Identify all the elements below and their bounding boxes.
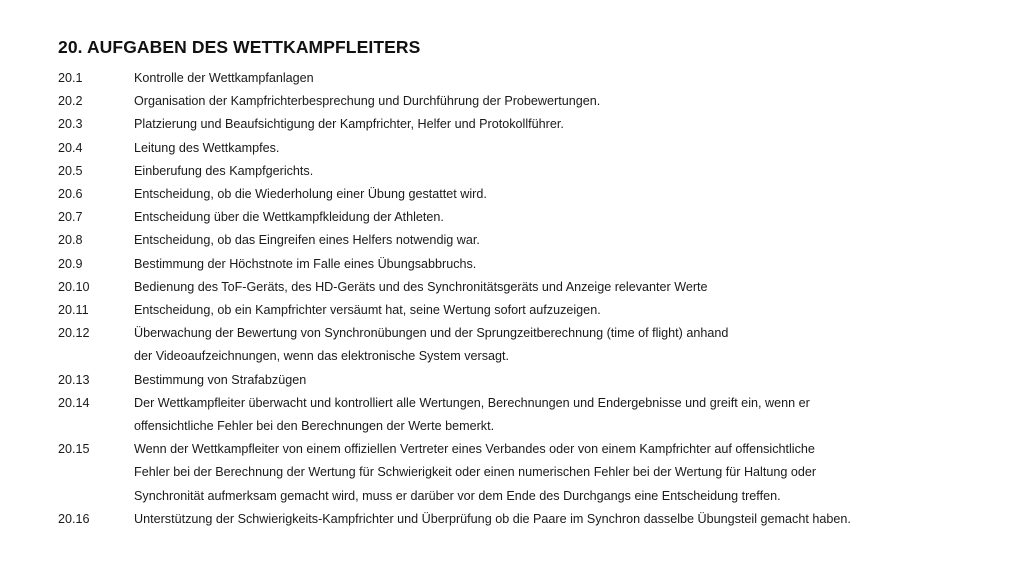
item-text-line: Der Wettkampfleiter überwacht und kontrolliert alle Wertungen, Berechnungen und Endergebnisse und greift ein, wenn er	[134, 395, 810, 410]
item-number: 20.2	[58, 94, 83, 109]
item-text	[134, 438, 998, 508]
list-item	[58, 438, 998, 508]
item-text-line: Kontrolle der Wettkampfanlagen	[134, 71, 314, 85]
item-text-line: Leitung des Wettkampfes.	[134, 140, 280, 155]
item-text-line: Einberufung des Kampfgerichts.	[134, 163, 314, 178]
item-text-line: Entscheidung, ob das Eingreifen eines Helfers notwendig war.	[134, 233, 480, 248]
item-text	[134, 137, 998, 160]
item-text-line: Entscheidung, ob die Wiederholung einer Übung gestattet wird.	[134, 187, 487, 202]
item-number: 20.3	[58, 117, 83, 132]
list-item	[58, 137, 998, 160]
item-text-line: Entscheidung über die Wettkampfkleidung der Athleten.	[134, 210, 444, 225]
list-item	[58, 299, 998, 322]
item-text-line: der Videoaufzeichnungen, wenn das elektronische System versagt.	[134, 349, 510, 364]
item-number: 20.9	[58, 256, 83, 271]
item-text-line: Bestimmung von Strafabzügen	[134, 372, 307, 387]
item-number: 20.1	[58, 71, 83, 85]
item-text-line: Platzierung und Beaufsichtigung der Kampfrichter, Helfer und Protokollführer.	[134, 117, 564, 132]
item-number: 20.5	[58, 163, 83, 178]
item-number: 20.4	[58, 140, 83, 155]
item-text-line: Unterstützung der Schwierigkeits-Kampfrichter und Überprüfung ob die Paare im Synchron dasselbe Übungsteil gemacht haben.	[134, 511, 851, 526]
list-item	[58, 183, 998, 206]
list-item	[58, 206, 998, 229]
item-text	[134, 276, 998, 299]
item-text	[134, 229, 998, 252]
item-text	[134, 369, 998, 392]
item-number: 20.6	[58, 187, 83, 202]
item-text-line: Fehler bei der Berechnung der Wertung für Schwierigkeit oder einen numerischen Fehler bei der Wertung für Haltung oder	[134, 465, 817, 480]
item-text-line: Wenn der Wettkampfleiter von einem offiziellen Vertreter eines Verbandes oder von einem Kampfrichter auf offensichtliche	[134, 442, 815, 457]
list-item	[58, 67, 998, 90]
item-number: 20.13	[58, 372, 90, 387]
item-text-line: Synchronität aufmerksam gemacht wird, muss er darüber vor dem Ende des Durchgangs eine Entscheidung treffen.	[134, 488, 781, 503]
item-text-line: Bestimmung der Höchstnote im Falle eines Übungsabbruchs.	[134, 256, 477, 271]
item-number: 20.14	[58, 395, 90, 410]
item-text	[134, 206, 998, 229]
list-item	[58, 160, 998, 183]
item-number: 20.7	[58, 210, 83, 225]
slide-content	[58, 37, 998, 531]
list-item	[58, 90, 998, 113]
item-text	[134, 113, 998, 136]
list-item	[58, 322, 998, 368]
list-item	[58, 369, 998, 392]
item-text	[134, 392, 998, 438]
item-number: 20.15	[58, 442, 90, 457]
item-number: 20.12	[58, 326, 90, 341]
item-text-line: Überwachung der Bewertung von Synchronübungen und der Sprungzeitberechnung (time of flight) anhand	[134, 326, 729, 341]
item-text	[134, 90, 998, 113]
item-text	[134, 160, 998, 183]
item-text-line: Organisation der Kampfrichterbesprechung und Durchführung der Probewertungen.	[134, 94, 601, 109]
item-text	[134, 183, 998, 206]
item-text	[134, 322, 998, 368]
item-text	[134, 67, 998, 90]
item-text	[134, 253, 998, 276]
list-item	[58, 392, 998, 438]
item-number: 20.10	[58, 279, 90, 294]
item-number: 20.16	[58, 511, 90, 526]
list-item	[58, 253, 998, 276]
item-text-line: Bedienung des ToF-Geräts, des HD-Geräts und des Synchronitätsgeräts und Anzeige relevanter Werte	[134, 279, 708, 294]
item-text	[134, 299, 998, 322]
list-item	[58, 276, 998, 299]
item-text-line: offensichtliche Fehler bei den Berechnungen der Werte bemerkt.	[134, 419, 495, 434]
list-item	[58, 508, 998, 531]
list-item	[58, 229, 998, 252]
item-number: 20.11	[58, 303, 89, 318]
page-title: 20. AUFGABEN DES WETTKAMPFLEITERS	[58, 37, 421, 57]
list-item	[58, 113, 998, 136]
item-text	[134, 508, 998, 531]
item-number: 20.8	[58, 233, 83, 248]
task-list	[58, 67, 998, 531]
item-text-line: Entscheidung, ob ein Kampfrichter versäumt hat, seine Wertung sofort aufzuzeigen.	[134, 303, 601, 318]
